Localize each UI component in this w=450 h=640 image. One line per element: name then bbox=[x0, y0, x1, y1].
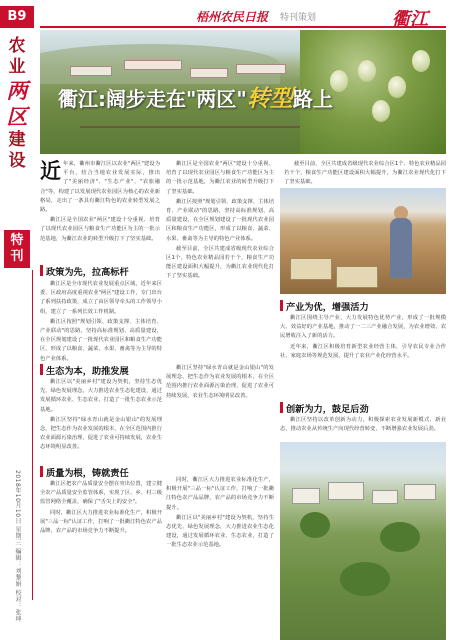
hero-headline bbox=[58, 80, 333, 113]
section-title-char: 业 bbox=[8, 57, 26, 77]
building-roof bbox=[190, 68, 228, 78]
house-shape bbox=[404, 484, 436, 500]
section-heading: 质量为根，铸就责任 bbox=[46, 468, 129, 479]
house-shape bbox=[328, 482, 364, 500]
house-shape bbox=[372, 490, 398, 504]
section-paragraph: 截至目前，全区共建成省级现代农业综合区1个、特色农业精品园若干个，粮食生产功能区建设面积大幅提升，为衢江农业现代化打下了坚实基础。 bbox=[166, 245, 274, 280]
header-label: 特刊策划 bbox=[280, 13, 317, 23]
section-title-char: 两 bbox=[6, 78, 28, 103]
sidebar-divider bbox=[32, 270, 33, 600]
section-marker bbox=[40, 265, 43, 276]
headline-accent: 转型 bbox=[246, 86, 293, 112]
melon-fruit bbox=[412, 50, 430, 72]
section-paragraph: 近年来，衢江区积极培育新型农业经营主体，引导农民专业合作社、家庭农场等规范发展，提升了农业产业化经营水平。 bbox=[280, 343, 446, 359]
section-heading: 产业为优，增强活力 bbox=[286, 302, 369, 313]
section-title-char: 区 bbox=[6, 104, 28, 129]
section-paragraph: 衢江区围绕主导产业，大力发展特色优势产业，形成了一批规模大、效益好的产业基地，推动了一二三产业融合发展，为农业增效、农民增收注入了新的活力。 bbox=[280, 315, 446, 340]
section-paragraph: 衢江区按照"规划引领、政策支撑、主体培育、产业联动"的思路，坚持高标准规划、高质量建设，在全区规划建设了一批现代农业园区和粮食生产功能区，形成了以粮食、蔬菜、水果、畜禽等为主导的特色产业体系。 bbox=[40, 318, 162, 362]
lead-dropcap: 近 bbox=[40, 158, 61, 183]
headline-part1: 衢江:阔步走在"两区" bbox=[58, 87, 247, 111]
section-body bbox=[40, 378, 162, 460]
newspaper-name: 梧州农民日报 bbox=[196, 10, 269, 24]
qujiang-logo: 衢江 bbox=[392, 9, 428, 30]
section-sidebar bbox=[0, 0, 34, 640]
lead-paragraph: 衢江区是全国农业"两区"建设十分重视、培育了以现代农业园区与粮食生产功能区为主的一批示范基地，为衢江农业的转型升级打下了坚实基础。 bbox=[40, 217, 160, 242]
building-roof bbox=[70, 66, 112, 76]
section-body-right bbox=[284, 160, 446, 184]
section-title-char: 设 bbox=[8, 151, 26, 171]
issue-date-line: 2018年10月10日 星期三 编辑：刘黎娟 校对：张坤 bbox=[14, 470, 21, 623]
lead-paragraph: 年来，衢州市衢江区以农业"两区"建设为平台，结合当地农业发展实际，推出了"美丽经济"、"生态产业"、"农旅融合"等，构建了以发展现代农业园区为核心的农业新格局，走出了一条具有衢江特色的农业转型发展之路。 bbox=[40, 161, 160, 214]
tree-shape bbox=[340, 562, 390, 596]
section-paragraph: 衢江区是全市现代农业发展重点区域，近年来区委、区政府高度重视农业"两区"建设工作，专门出台了系列扶持政策，成立了由区领导牵头的工作领导小组，建立了一系列长效工作机制。 bbox=[40, 281, 162, 315]
section-body-continued bbox=[166, 160, 274, 360]
section-paragraph: 截至目前，全区共建成省级现代农业综合区1个、特色农业精品园若干个，粮食生产功能区建设面积大幅提升，为衢江农业现代化打下了坚实基础。 bbox=[284, 161, 446, 186]
special-issue-badge bbox=[4, 230, 30, 268]
melon-fruit bbox=[372, 100, 390, 122]
section-paragraph: 衢江区坚持"绿水青山就是金山银山"的发展理念，把生态作为农业发展的根本，在全区范围内推行农业面源污染治理，促进了农业可持续发展，农业生态环境明显改善。 bbox=[40, 416, 162, 451]
lead-text bbox=[40, 160, 160, 256]
section-paragraph: 衢江区坚持以改革创新为动力，积极探索农业发展新模式、新业态，推动农业从传统生产向现代经营转变，不断增强农业发展后劲。 bbox=[280, 417, 446, 433]
section-body bbox=[40, 480, 162, 636]
headline-part2: 路上 bbox=[292, 87, 333, 111]
page-header bbox=[40, 4, 446, 28]
section-marker bbox=[40, 466, 43, 477]
worker-body bbox=[390, 218, 412, 278]
farm-landscape-image bbox=[40, 30, 446, 154]
section-heading: 创新为力，鼓足后劲 bbox=[286, 404, 369, 415]
tree-shape bbox=[380, 522, 420, 552]
section-heading: 政策为先，拉高标杆 bbox=[46, 267, 129, 278]
melon-fruit bbox=[358, 60, 376, 82]
melon-fruit bbox=[388, 76, 406, 98]
section-paragraph: 同时，衢江区大力推进农业标准化生产，积极开展"三品一标"认证工作，打响了一批衢江特色农产品品牌，农产品的市场竞争力不断提升。 bbox=[40, 509, 162, 535]
section-title-char: 建 bbox=[8, 130, 26, 150]
house-shape bbox=[292, 488, 320, 504]
section-title-char: 农 bbox=[8, 36, 26, 56]
section-paragraph: 衢江区以"美丽乡村"建设为契机，坚持生态优先、绿色发展理念，大力推进农业生态化建设，通过发展循环农业、生态农业，打造了一批生态农业示范基地。 bbox=[40, 379, 162, 413]
building-roof bbox=[124, 60, 182, 70]
section-body bbox=[280, 314, 446, 396]
section-marker bbox=[40, 364, 43, 375]
section-vertical-title bbox=[5, 36, 29, 172]
section-paragraph: 衢江区以"美丽乡村"建设为契机，坚持生态优先、绿色发展理念，大力推进农业生态化建设，通过发展循环农业、生态农业，打造了一批生态农业示范基地。 bbox=[166, 514, 274, 549]
section-body-continued bbox=[166, 364, 274, 456]
section-body bbox=[280, 416, 446, 440]
section-marker bbox=[280, 300, 283, 311]
building-roof bbox=[236, 64, 286, 74]
page-number: B9 bbox=[0, 6, 34, 28]
rural-village-image bbox=[280, 442, 446, 640]
section-paragraph: 衢江区坚持"绿水青山就是金山银山"的发展理念，把生态作为农业发展的根本，在全区范围内推行农业面源污染治理，促进了农业可持续发展，农业生态环境明显改善。 bbox=[166, 365, 274, 399]
section-body-continued bbox=[166, 476, 274, 636]
section-heading: 生态为本，助推发展 bbox=[46, 366, 129, 377]
crate-shape bbox=[336, 266, 378, 288]
section-paragraph: 衢江区把农产品质量安全摆在突出位置，建立健全农产品质量安全监管体系，实现了区、乡、村三级监管网络全覆盖，确保了"舌尖上的安全"。 bbox=[40, 481, 162, 506]
section-paragraph: 衢江区按照"规划引领、政策支撑、主体培育、产业联动"的思路，坚持高标准规划、高质量建设，在全区规划建设了一批现代农业园区和粮食生产功能区，形成了以粮食、蔬菜、水果、畜禽等为主导的特色产业体系。 bbox=[166, 198, 274, 242]
section-marker bbox=[280, 402, 283, 413]
tree-shape bbox=[300, 512, 330, 538]
badge-char: 刊 bbox=[10, 249, 24, 264]
section-body bbox=[40, 280, 162, 360]
badge-char: 特 bbox=[10, 233, 24, 248]
harvest-worker-image bbox=[280, 188, 446, 294]
field-fence bbox=[80, 126, 300, 128]
crate-shape bbox=[290, 258, 332, 280]
section-paragraph: 同时，衢江区大力推进农业标准化生产，积极开展"三品一标"认证工作，打响了一批衢江特色农产品品牌，农产品的市场竞争力不断提升。 bbox=[166, 477, 274, 511]
section-paragraph: 衢江区是全国农业"两区"建设十分重视、培育了以现代农业园区与粮食生产功能区为主的一批示范基地，为衢江农业的转型升级打下了坚实基础。 bbox=[166, 161, 274, 195]
